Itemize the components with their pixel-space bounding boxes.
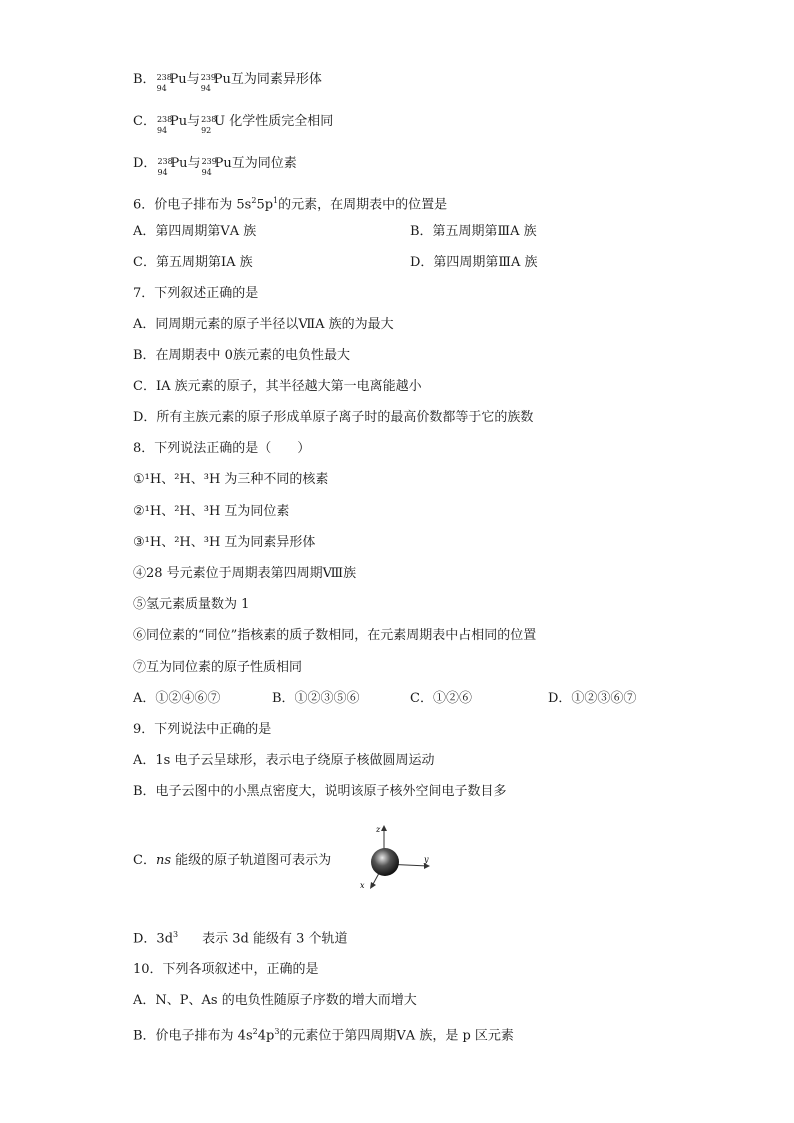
q8-statement-1: ①¹H、²H、³H 为三种不同的核素 [133, 472, 329, 487]
nuclide-pu238: 238 94 [156, 73, 172, 93]
q7-option-d: D．所有主族元素的原子形成单原子离子时的最高价数都等于它的族数 [133, 410, 534, 425]
q8-option-c: C．①②⑥ [410, 691, 472, 706]
nuclide-pu239: 239 94 [201, 157, 217, 177]
q5-option-c: C． 238 94 Pu与 238 92 U 化学性质完全相同 [133, 114, 334, 135]
q8-statement-6: ⑥同位素的“同位”指核素的质子数相同，在元素周期表中占相同的位置 [133, 628, 537, 643]
q8-statement-5: ⑤氢元素质量数为 1 [133, 597, 250, 612]
axis-z-label: z [376, 825, 381, 834]
nuclide-u238: 238 92 [201, 115, 217, 135]
q8-statement-2: ②¹H、²H、³H 互为同位素 [133, 504, 290, 519]
q9-option-c: C．ns 能级的原子轨道图可表示为 [133, 853, 332, 868]
q7-option-b: B．在周期表中 0族元素的电负性最大 [133, 348, 350, 363]
axis-x-label: x [360, 881, 365, 890]
q6-option-d: D．第四周期第ⅢA 族 [410, 255, 538, 270]
nuclide-pu238: 238 94 [156, 115, 173, 135]
q5-option-d: D． 238 94 Pu与 239 94 Pu互为同位素 [133, 156, 297, 177]
axis-y-label: y [424, 855, 429, 864]
q6-option-c: C．第五周期第ⅠA 族 [133, 255, 253, 270]
q8-option-d: D．①②③⑥⑦ [548, 691, 637, 706]
q10-stem: 10．下列各项叙述中，正确的是 [133, 962, 319, 977]
q7-option-c: C．ⅠA 族元素的原子，其半径越大第一电离能越小 [133, 379, 422, 394]
q8-option-b: B．①②③⑤⑥ [272, 691, 360, 706]
nuclide-pu239: 239 94 [200, 73, 216, 93]
q10-option-b: B．价电子排布为 $4s^24p^3$的元素位于第四周期ⅤA 族，是 p 区元素 [133, 1027, 514, 1044]
q6-option-b: B．第五周期第ⅢA 族 [410, 224, 537, 239]
q6-stem: 6．价电子排布为 $5s^25p^1$的元素，在周期表中的位置是 [133, 196, 448, 213]
q9-stem: 9．下列说法中正确的是 [133, 722, 272, 737]
q8-statement-3: ③¹H、²H、³H 互为同素异形体 [133, 535, 316, 550]
q8-statement-4: ④28 号元素位于周期表第四周期Ⅷ族 [133, 566, 357, 581]
q10-option-a: A．N、P、As 的电负性随原子序数的增大而增大 [133, 993, 417, 1008]
s-orbital-sphere-icon [356, 820, 432, 896]
option-label: D． [133, 156, 157, 171]
q8-stem: 8．下列说法正确的是（ ） [133, 441, 311, 456]
q9-option-a: A．1s 电子云呈球形，表示电子绕原子核做圆周运动 [133, 753, 435, 768]
q9-option-d: D．$3d^3$ 表示 3d 能级有 3 个轨道 [133, 930, 348, 947]
nuclide-pu238: 238 94 [157, 157, 173, 177]
option-label: B． [133, 72, 156, 87]
q9-option-b: B．电子云图中的小黑点密度大，说明该原子核外空间电子数目多 [133, 784, 507, 799]
q6-option-a: A．第四周期第ⅤA 族 [133, 224, 257, 239]
q5-option-b: B． 238 94 Pu与 239 94 Pu互为同素异形体 [133, 72, 322, 93]
q8-statement-7: ⑦互为同位素的原子性质相同 [133, 660, 303, 675]
option-label: C． [133, 114, 156, 129]
q8-option-a: A．①②④⑥⑦ [133, 691, 221, 706]
q7-option-a: A．同周期元素的原子半径以ⅦA 族的为最大 [133, 317, 394, 332]
q7-stem: 7．下列叙述正确的是 [133, 286, 259, 301]
s-orbital-diagram [356, 820, 432, 896]
